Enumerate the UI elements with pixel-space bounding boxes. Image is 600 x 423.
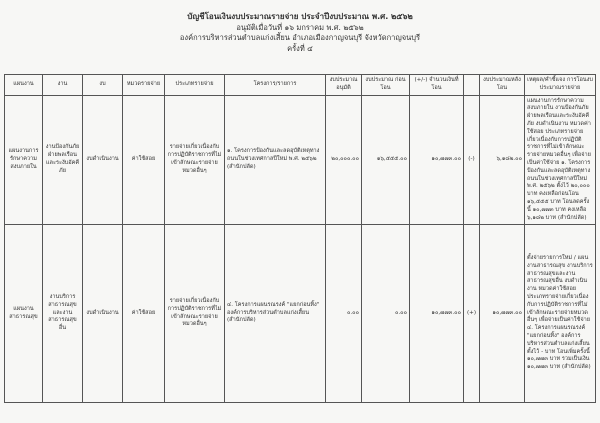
col-category-header: หมวดรายจ่าย (123, 75, 165, 96)
cell-plan: แผนงานการรักษาความสงบภายใน (5, 96, 43, 225)
col-budget-header: งบ (83, 75, 123, 96)
table-header-row (5, 75, 596, 96)
table-row (5, 225, 596, 403)
cell-transfer: ๑๐,๗๗๓.๐๐ (410, 225, 464, 403)
budget-transfer-table (4, 74, 596, 403)
col-work-header: งาน (43, 75, 83, 96)
cell-sign: (-) (464, 96, 480, 225)
cell-budget: งบดำเนินงาน (83, 96, 123, 225)
organization-line: องค์การบริหารส่วนตำบลแก่งเสี้ยน อำเภอเมืองกาญจนบุรี จังหวัดกาญจนบุรี (179, 33, 421, 42)
col-after-header: งบประมาณหลัง โอน (480, 75, 525, 96)
document-title: บัญชีโอนเงินงบประมาณรายจ่าย ประจำปีงบประมาณ พ.ศ. ๒๕๖๒ (187, 12, 413, 21)
col-project-header: โครงการ/รายการ (225, 75, 326, 96)
approval-date: อนุมัติเมื่อวันที่ ๑๖ มกราคม พ.ศ. ๒๕๖๒ (236, 22, 364, 32)
cell-after: ๑๐,๗๗๓.๐๐ (480, 225, 525, 403)
cell-approved: ๐.๐๐ (326, 225, 362, 403)
cell-before: ๑๖,๕๕๕.๐๐ (362, 96, 410, 225)
cell-approved: ๒๐,๐๐๐.๐๐ (326, 96, 362, 225)
cell-before: ๐.๐๐ (362, 225, 410, 403)
cell-type: รายจ่ายเกี่ยวเนื่องกับการปฏิบัติราชการที่ไม่เข้าลักษณะรายจ่ายหมวดอื่นๆ (165, 96, 225, 225)
round-number: ครั้งที่ ๔ (287, 43, 313, 53)
cell-work: งานบริการสาธารณสุขและงานสาธารณสุขอื่น (43, 225, 83, 403)
cell-project: ๔. โครงการแผนรณรงค์ "แยกก่อนทิ้ง" องค์การบริหารส่วนตำบลแก่งเสี้ยน (สำนักปลัด) (225, 225, 326, 403)
cell-reason: ตั้งจ่ายรายการใหม่ / แผนงานสาธารณสุข งานบริการสาธารณสุขและงานสาธารณสุขอื่น งบดำเนินงาน หมวดค่าใช้สอย ประเภทรายจ่ายเกี่ยวเนื่องกับการปฏิบัติราชการที่ไม่เข้าลักษณะรายจ่ายหมวดอื่นๆ เพื่อจ่ายเป็นค่าใช้จ่าย ๔. โครงการแผนรณรงค์ "แยกก่อนทิ้ง" องค์การบริหารส่วนตำบลแก่งเสี้ยน ตั้งไว้ - บาท โอนเพิ่มครั้งนี้ ๑๐,๗๗๓ บาท รวมเป็นเงิน ๑๐,๗๗๓ บาท (สำนักปลัด) (525, 225, 596, 403)
cell-project: ๑. โครงการป้องกันและลดอุบัติเหตุทางถนนในช่วงเทศกาลปีใหม่ พ.ศ. ๒๕๖๒ (สำนักปลัด) (225, 96, 326, 225)
document-header (0, 12, 600, 54)
table-row (5, 96, 596, 225)
cell-category: ค่าใช้สอย (123, 96, 165, 225)
cell-reason: แผนงานการรักษาความสงบภายใน งานป้องกันภัยฝ่ายพลเรือนและระงับอัคคีภัย งบดำเนินงาน หมวดค่าใช้สอย ประเภทรายจ่ายเกี่ยวเนื่องกับการปฏิบัติราชการที่ไม่เข้าลักษณะรายจ่ายหมวดอื่นๆ เพื่อจ่ายเป็นค่าใช้จ่าย ๑. โครงการป้องกันและลดอุบัติเหตุทางถนนในช่วงเทศกาลปีใหม่ พ.ศ. ๒๕๖๒ ตั้งไว้ ๒๐,๐๐๐ บาท คงเหลือก่อนโอน ๑๖,๕๕๕ บาท โอนลดครั้งนี้ ๑๐,๗๗๓ บาท คงเหลือ ๖,๑๘๒ บาท (สำนักปลัด) (525, 96, 596, 225)
cell-category: ค่าใช้สอย (123, 225, 165, 403)
cell-sign: (+) (464, 225, 480, 403)
col-approved-header: งบประมาณ อนุมัติ (326, 75, 362, 96)
col-sign-header (464, 75, 480, 96)
cell-type: รายจ่ายเกี่ยวเนื่องกับการปฏิบัติราชการที่ไม่เข้าลักษณะรายจ่ายหมวดอื่นๆ (165, 225, 225, 403)
cell-after: ๖,๑๘๒.๐๐ (480, 96, 525, 225)
col-before-header: งบประมาณ ก่อนโอน (362, 75, 410, 96)
cell-plan: แผนงานสาธารณสุข (5, 225, 43, 403)
col-transfer-header: (+/-) จำนวนเงินที่โอน (410, 75, 464, 96)
col-plan-header: แผนงาน (5, 75, 43, 96)
col-reason-header: เหตุผล/คำชี้แจง การโอนงบประมาณรายจ่าย (525, 75, 596, 96)
cell-budget: งบดำเนินงาน (83, 225, 123, 403)
cell-transfer: ๑๐,๗๗๓.๐๐ (410, 96, 464, 225)
cell-work: งานป้องกันภัยฝ่ายพลเรือนและระงับอัคคีภัย (43, 96, 83, 225)
col-type-header: ประเภทรายจ่าย (165, 75, 225, 96)
